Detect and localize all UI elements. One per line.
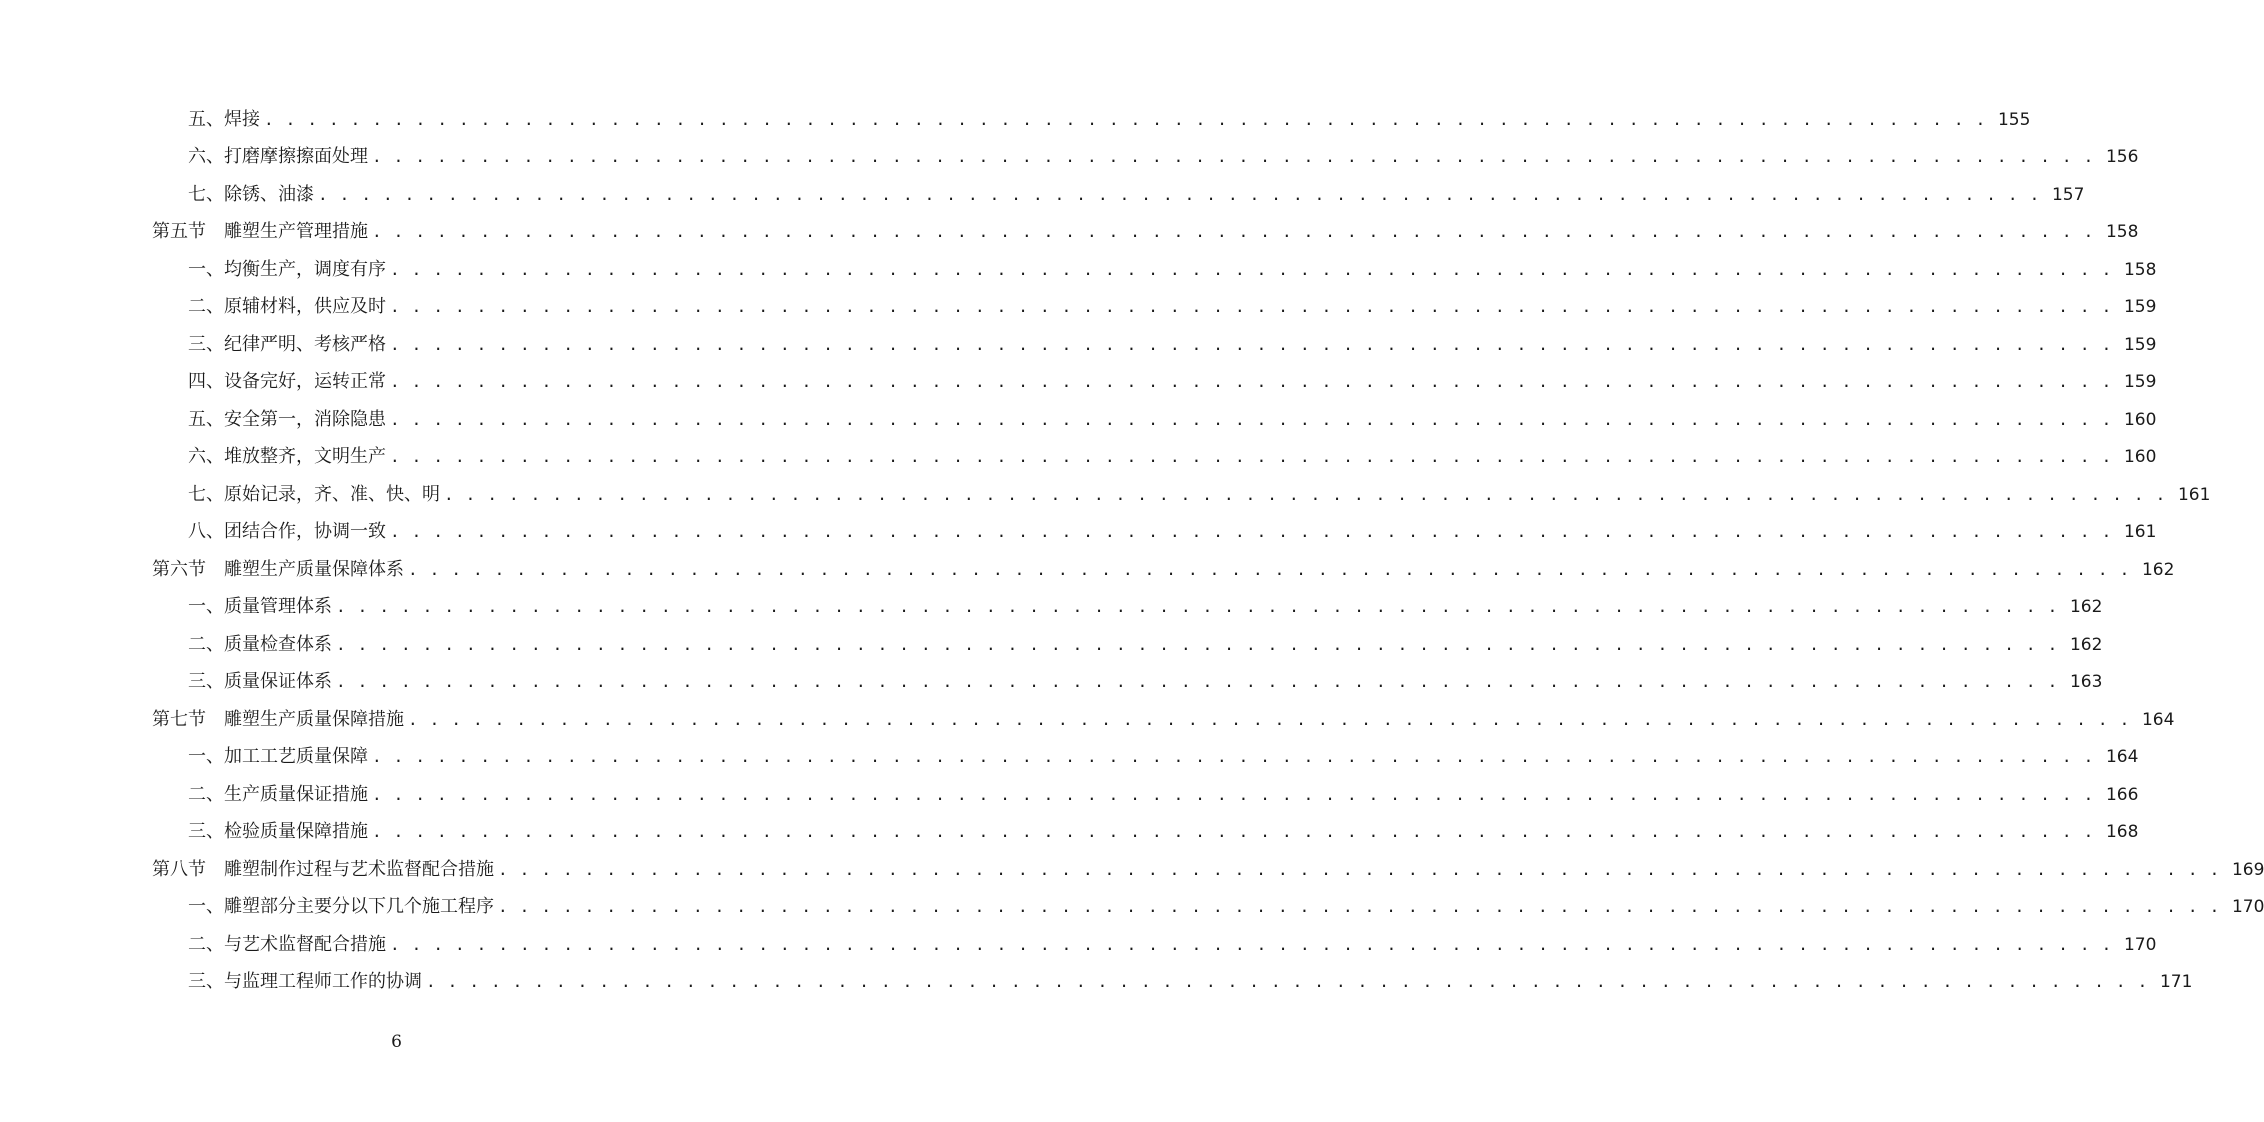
- toc-subsection-entry[interactable]: [0, 289, 2157, 327]
- toc-subsection-entry[interactable]: [0, 251, 2157, 289]
- toc-entry-page-number: 155: [1997, 109, 2031, 130]
- toc-dot-leader: . . . . . . . . . . . . . . . . . . . . . . . . . . . . . . . . . . . . . . . . . . . . . . . . . . . . . . . . . . . . . . . . . . . . . . . . . . . . . . . .: [426, 972, 2149, 992]
- toc-entry-page-number: 158: [2123, 259, 2157, 280]
- toc-dot-leader: . . . . . . . . . . . . . . . . . . . . . . . . . . . . . . . . . . . . . . . . . . . . . . . . . . . . . . . . . . . . . . . . . . . . . . . . . . . . . . . .: [444, 484, 2167, 504]
- toc-dot-leader: . . . . . . . . . . . . . . . . . . . . . . . . . . . . . . . . . . . . . . . . . . . . . . . . . . . . . . . . . . . . . . . . . . . . . . . . . . . . . . . .: [372, 747, 2095, 767]
- toc-dot-leader: . . . . . . . . . . . . . . . . . . . . . . . . . . . . . . . . . . . . . . . . . . . . . . . . . . . . . . . . . . . . . . . . . . . . . . . . . . . . . . . .: [408, 709, 2131, 729]
- toc-entry-page-number: 168: [2105, 822, 2139, 843]
- toc-dot-leader: . . . . . . . . . . . . . . . . . . . . . . . . . . . . . . . . . . . . . . . . . . . . . . . . . . . . . . . . . . . . . . . . . . . . . . . . . . . . . . . .: [390, 259, 2113, 279]
- toc-entry-page-number: 160: [2123, 409, 2157, 430]
- toc-dot-leader: . . . . . . . . . . . . . . . . . . . . . . . . . . . . . . . . . . . . . . . . . . . . . . . . . . . . . . . . . . . . . . . . . . . . . . . . . . . . . . . .: [336, 672, 2059, 692]
- toc-subsection-entry[interactable]: [0, 739, 2139, 777]
- toc-entry-title: 七、原始记录，齐、准、快、明: [188, 483, 440, 505]
- toc-entry-page-number: 162: [2141, 559, 2175, 580]
- toc-entry-page-number: 164: [2141, 709, 2175, 730]
- toc-entry-page-number: 170: [2231, 897, 2264, 918]
- toc-subsection-entry[interactable]: [0, 514, 2157, 552]
- toc-entry-page-number: 162: [2069, 634, 2103, 655]
- toc-entry-title: 二、生产质量保证措施: [188, 783, 368, 805]
- toc-entry-page-number: 159: [2123, 372, 2157, 393]
- toc-entry-page-number: 171: [2159, 972, 2193, 993]
- toc-dot-leader: . . . . . . . . . . . . . . . . . . . . . . . . . . . . . . . . . . . . . . . . . . . . . . . . . . . . . . . . . . . . . . . . . . . . . . . . . . . . . . . .: [318, 184, 2041, 204]
- toc-dot-leader: . . . . . . . . . . . . . . . . . . . . . . . . . . . . . . . . . . . . . . . . . . . . . . . . . . . . . . . . . . . . . . . . . . . . . . . . . . . . . . . .: [390, 447, 2113, 467]
- toc-dot-leader: . . . . . . . . . . . . . . . . . . . . . . . . . . . . . . . . . . . . . . . . . . . . . . . . . . . . . . . . . . . . . . . . . . . . . . . . . . . . . . . .: [372, 822, 2095, 842]
- toc-entry-title: 三、与监理工程师工作的协调: [188, 971, 422, 993]
- toc-subsection-entry[interactable]: [0, 776, 2139, 814]
- toc-dot-leader: . . . . . . . . . . . . . . . . . . . . . . . . . . . . . . . . . . . . . . . . . . . . . . . . . . . . . . . . . . . . . . . . . . . . . . . . . . . . . . . .: [336, 634, 2059, 654]
- toc-subsection-entry[interactable]: [0, 814, 2139, 852]
- toc-dot-leader: . . . . . . . . . . . . . . . . . . . . . . . . . . . . . . . . . . . . . . . . . . . . . . . . . . . . . . . . . . . . . . . . . . . . . . . . . . . . . . . .: [372, 147, 2095, 167]
- toc-entry-title: 三、质量保证体系: [188, 671, 332, 693]
- toc-entry-title: 第八节 雕塑制作过程与艺术监督配合措施: [152, 858, 494, 880]
- footer-page-number: 6: [391, 1032, 402, 1052]
- toc-entry-page-number: 160: [2123, 447, 2157, 468]
- toc-subsection-entry[interactable]: [0, 926, 2157, 964]
- toc-entry-page-number: 162: [2069, 597, 2103, 618]
- toc-entry-page-number: 161: [2177, 484, 2211, 505]
- toc-dot-leader: . . . . . . . . . . . . . . . . . . . . . . . . . . . . . . . . . . . . . . . . . . . . . . . . . . . . . . . . . . . . . . . . . . . . . . . . . . . . . . . .: [408, 559, 2131, 579]
- table-of-contents: [0, 101, 2264, 1001]
- toc-subsection-entry[interactable]: [0, 664, 2103, 702]
- toc-entry-page-number: 164: [2105, 747, 2139, 768]
- toc-dot-leader: . . . . . . . . . . . . . . . . . . . . . . . . . . . . . . . . . . . . . . . . . . . . . . . . . . . . . . . . . . . . . . . . . . . . . . . . . . . . . . . .: [372, 222, 2095, 242]
- toc-entry-title: 一、质量管理体系: [188, 596, 332, 618]
- toc-entry-title: 五、安全第一，消除隐患: [188, 408, 386, 430]
- toc-subsection-entry[interactable]: [0, 626, 2103, 664]
- toc-dot-leader: . . . . . . . . . . . . . . . . . . . . . . . . . . . . . . . . . . . . . . . . . . . . . . . . . . . . . . . . . . . . . . . . . . . . . . . . . . . . . . . .: [498, 897, 2221, 917]
- toc-subsection-entry[interactable]: [0, 476, 2211, 514]
- toc-entry-page-number: 163: [2069, 672, 2103, 693]
- toc-entry-title: 第六节 雕塑生产质量保障体系: [152, 558, 404, 580]
- toc-entry-page-number: 157: [2051, 184, 2085, 205]
- toc-dot-leader: . . . . . . . . . . . . . . . . . . . . . . . . . . . . . . . . . . . . . . . . . . . . . . . . . . . . . . . . . . . . . . . . . . . . . . . . . . . . . . . .: [498, 859, 2221, 879]
- toc-subsection-entry[interactable]: [0, 326, 2157, 364]
- toc-dot-leader: . . . . . . . . . . . . . . . . . . . . . . . . . . . . . . . . . . . . . . . . . . . . . . . . . . . . . . . . . . . . . . . . . . . . . . . . . . . . . . . .: [390, 334, 2113, 354]
- toc-section-entry[interactable]: [0, 701, 2175, 739]
- toc-entry-page-number: 156: [2105, 147, 2139, 168]
- toc-entry-page-number: 170: [2123, 934, 2157, 955]
- toc-subsection-entry[interactable]: [0, 139, 2139, 177]
- toc-dot-leader: . . . . . . . . . . . . . . . . . . . . . . . . . . . . . . . . . . . . . . . . . . . . . . . . . . . . . . . . . . . . . . . . . . . . . . . . . . . . . . . .: [390, 297, 2113, 317]
- toc-entry-title: 六、堆放整齐，文明生产: [188, 446, 386, 468]
- toc-section-entry[interactable]: [0, 551, 2175, 589]
- toc-entry-page-number: 161: [2123, 522, 2157, 543]
- toc-dot-leader: . . . . . . . . . . . . . . . . . . . . . . . . . . . . . . . . . . . . . . . . . . . . . . . . . . . . . . . . . . . . . . . . . . . . . . . . . . . . . . . .: [264, 109, 1987, 129]
- toc-subsection-entry[interactable]: [0, 101, 2031, 139]
- toc-dot-leader: . . . . . . . . . . . . . . . . . . . . . . . . . . . . . . . . . . . . . . . . . . . . . . . . . . . . . . . . . . . . . . . . . . . . . . . . . . . . . . . .: [390, 409, 2113, 429]
- toc-entry-page-number: 166: [2105, 784, 2139, 805]
- toc-dot-leader: . . . . . . . . . . . . . . . . . . . . . . . . . . . . . . . . . . . . . . . . . . . . . . . . . . . . . . . . . . . . . . . . . . . . . . . . . . . . . . . .: [390, 522, 2113, 542]
- toc-entry-title: 八、团结合作，协调一致: [188, 521, 386, 543]
- toc-subsection-entry[interactable]: [0, 401, 2157, 439]
- toc-entry-title: 一、均衡生产，调度有序: [188, 258, 386, 280]
- toc-entry-title: 二、原辅材料，供应及时: [188, 296, 386, 318]
- toc-dot-leader: . . . . . . . . . . . . . . . . . . . . . . . . . . . . . . . . . . . . . . . . . . . . . . . . . . . . . . . . . . . . . . . . . . . . . . . . . . . . . . . .: [390, 372, 2113, 392]
- toc-entry-title: 六、打磨摩擦擦面处理: [188, 146, 368, 168]
- toc-entry-title: 一、雕塑部分主要分以下几个施工程序: [188, 896, 494, 918]
- toc-entry-title: 三、纪律严明、考核严格: [188, 333, 386, 355]
- toc-entry-page-number: 158: [2105, 222, 2139, 243]
- toc-dot-leader: . . . . . . . . . . . . . . . . . . . . . . . . . . . . . . . . . . . . . . . . . . . . . . . . . . . . . . . . . . . . . . . . . . . . . . . . . . . . . . . .: [336, 597, 2059, 617]
- toc-subsection-entry[interactable]: [0, 439, 2157, 477]
- toc-entry-page-number: 159: [2123, 334, 2157, 355]
- toc-entry-page-number: 159: [2123, 297, 2157, 318]
- toc-entry-title: 第七节 雕塑生产质量保障措施: [152, 708, 404, 730]
- toc-subsection-entry[interactable]: [0, 964, 2193, 1002]
- toc-entry-page-number: 169: [2231, 859, 2264, 880]
- toc-section-entry[interactable]: [0, 851, 2264, 889]
- toc-entry-title: 四、设备完好，运转正常: [188, 371, 386, 393]
- toc-subsection-entry[interactable]: [0, 889, 2264, 927]
- toc-entry-title: 二、质量检查体系: [188, 633, 332, 655]
- toc-entry-title: 二、与艺术监督配合措施: [188, 933, 386, 955]
- toc-subsection-entry[interactable]: [0, 364, 2157, 402]
- toc-entry-title: 一、加工工艺质量保障: [188, 746, 368, 768]
- toc-section-entry[interactable]: [0, 214, 2139, 252]
- toc-entry-title: 七、除锈、油漆: [188, 183, 314, 205]
- toc-dot-leader: . . . . . . . . . . . . . . . . . . . . . . . . . . . . . . . . . . . . . . . . . . . . . . . . . . . . . . . . . . . . . . . . . . . . . . . . . . . . . . . .: [372, 784, 2095, 804]
- toc-subsection-entry[interactable]: [0, 176, 2085, 214]
- toc-entry-title: 五、焊接: [188, 108, 260, 130]
- toc-dot-leader: . . . . . . . . . . . . . . . . . . . . . . . . . . . . . . . . . . . . . . . . . . . . . . . . . . . . . . . . . . . . . . . . . . . . . . . . . . . . . . . .: [390, 934, 2113, 954]
- toc-subsection-entry[interactable]: [0, 589, 2103, 627]
- toc-entry-title: 三、检验质量保障措施: [188, 821, 368, 843]
- toc-entry-title: 第五节 雕塑生产管理措施: [152, 221, 368, 243]
